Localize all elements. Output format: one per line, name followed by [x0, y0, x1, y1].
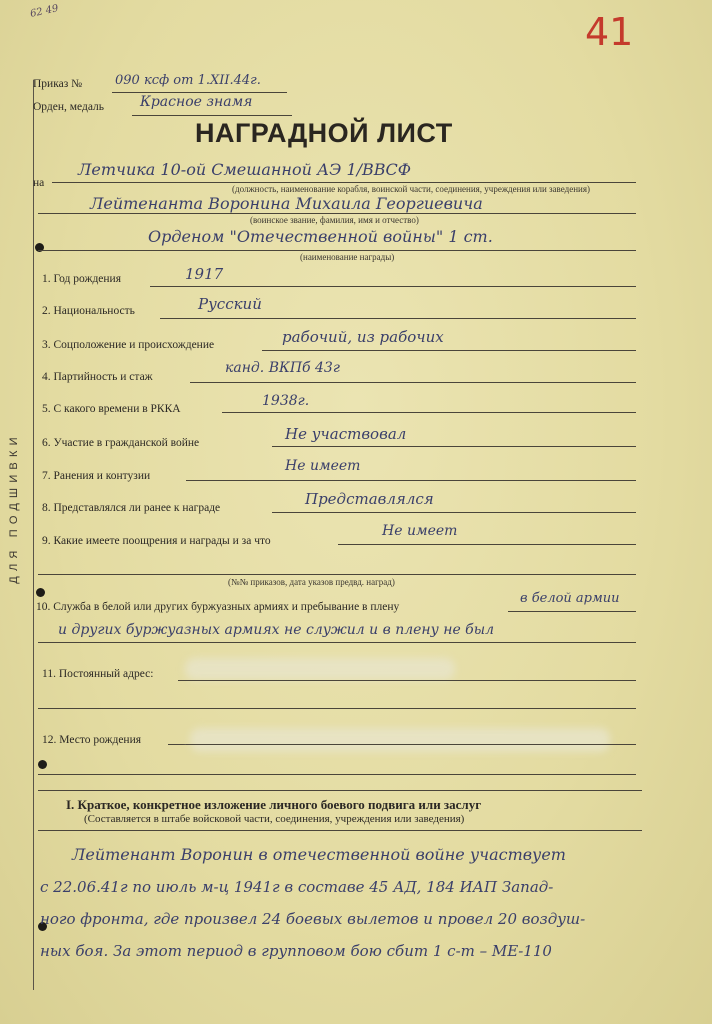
person-underline [38, 213, 636, 214]
field-underline [38, 642, 636, 643]
na-label: на [33, 177, 45, 189]
page-number: 41 [585, 10, 634, 54]
field-previous-award-value: Представлялся [305, 490, 434, 508]
side-binding-label: ДЛЯ ПОДШИВКИ [8, 432, 20, 584]
field-underline [150, 286, 636, 287]
field-awards-value: Не имеет [382, 523, 458, 539]
binding-hole [36, 588, 45, 597]
top-stamp: 62 49 [29, 3, 60, 20]
field-underline [38, 574, 636, 575]
field-underline [272, 512, 636, 513]
section-title: I. Краткое, конкретное изложение личного боевого подвига или заслуг [66, 797, 482, 812]
field-underline [186, 744, 636, 745]
page-title: НАГРАДНОЙ ЛИСТ [195, 118, 453, 148]
field-party-label: 4. Партийность и стаж [42, 371, 153, 383]
field-birth-year-value: 1917 [185, 265, 224, 283]
position-underline [52, 182, 636, 183]
field-nationality-value: Русский [198, 295, 262, 313]
field-underline [168, 744, 186, 745]
medal-label: Орден, медаль [33, 101, 105, 113]
field-wounds-value: Не имеет [285, 458, 361, 474]
field-birthplace-label: 12. Место рождения [42, 734, 142, 746]
narrative-line: ного фронта, где произвел 24 боевых вылетов и провел 20 воздуш- [40, 910, 586, 928]
field-underline [38, 708, 636, 709]
field-party-value: канд. ВКПб 43г [225, 360, 340, 376]
field-underline [190, 382, 636, 383]
field-underline [272, 446, 636, 447]
section-divider [38, 830, 642, 831]
redacted-birthplace [190, 728, 610, 752]
field-social-origin-value: рабочий, из рабочих [282, 328, 444, 346]
medal-underline [132, 115, 292, 116]
award-underline [38, 250, 636, 251]
medal-value: Красное знамя [140, 94, 253, 110]
field-civil-war-value: Не участвовал [285, 425, 407, 443]
field-previous-award-label: 8. Представлялся ли ранее к награде [42, 502, 221, 514]
field-awards-label: 9. Какие имеете поощрения и награды и за что [42, 535, 271, 547]
field-underline [508, 611, 636, 612]
order-label: Приказ № [33, 78, 83, 90]
order-value: 090 ксф от 1.XII.44г. [115, 73, 261, 88]
narrative-line: ных боя. За этот период в групповом бою сбит 1 с-т – МЕ-110 [40, 942, 552, 960]
field-wounds-label: 7. Ранения и контузии [42, 470, 151, 482]
field-white-army-value-1: в белой армии [520, 591, 620, 606]
narrative-line: с 22.06.41г по июль м-ц 1941г в составе 45 АД, 184 ИАП Запад- [40, 878, 554, 896]
binding-hole [38, 760, 47, 769]
redacted-address [185, 658, 455, 680]
field-birth-year-label: 1. Год рождения [42, 273, 121, 285]
person-value: Лейтенанта Воронина Михаила Георгиевича [90, 194, 483, 213]
field-white-army-value-2: и других буржуазных армиях не служил и в плену не был [58, 622, 495, 638]
field-white-army-label: 10. Служба в белой или других буржуазных армиях и пребывание в плену [36, 601, 400, 613]
award-caption: (наименование награды) [300, 252, 395, 262]
field-nationality-label: 2. Национальность [42, 305, 135, 317]
field-underline [222, 412, 636, 413]
field-awards-caption: (№№ приказов, дата указов предвд. наград) [228, 577, 395, 587]
field-civil-war-label: 6. Участие в гражданской войне [42, 437, 200, 449]
person-caption: (воинское звание, фамилия, имя и отчество) [250, 215, 419, 225]
field-underline [38, 774, 636, 775]
order-underline [112, 92, 287, 93]
narrative-line: Лейтенант Воронин в отечественной войне участвует [72, 845, 566, 864]
field-underline [178, 680, 636, 681]
field-underline [338, 544, 636, 545]
margin-line [33, 80, 34, 990]
field-address-label: 11. Постоянный адрес: [42, 668, 154, 680]
field-social-origin-label: 3. Соцположение и происхождение [42, 339, 215, 351]
section-divider [38, 790, 642, 791]
field-underline [160, 318, 636, 319]
field-underline [186, 480, 636, 481]
field-underline [262, 350, 636, 351]
field-rkka-since-label: 5. С какого времени в РККА [42, 403, 181, 415]
section-subtitle: (Составляется в штабе войсковой части, соединения, учреждения или заведения) [84, 813, 465, 825]
field-rkka-since-value: 1938г. [262, 393, 310, 409]
position-caption: (должность, наименование корабля, воинской части, соединения, учреждения или заведения) [232, 184, 590, 194]
position-value: Летчика 10-ой Смешанной АЭ 1/ВВСФ [78, 160, 412, 179]
award-value: Орденом "Отечественной войны" 1 ст. [148, 227, 493, 246]
